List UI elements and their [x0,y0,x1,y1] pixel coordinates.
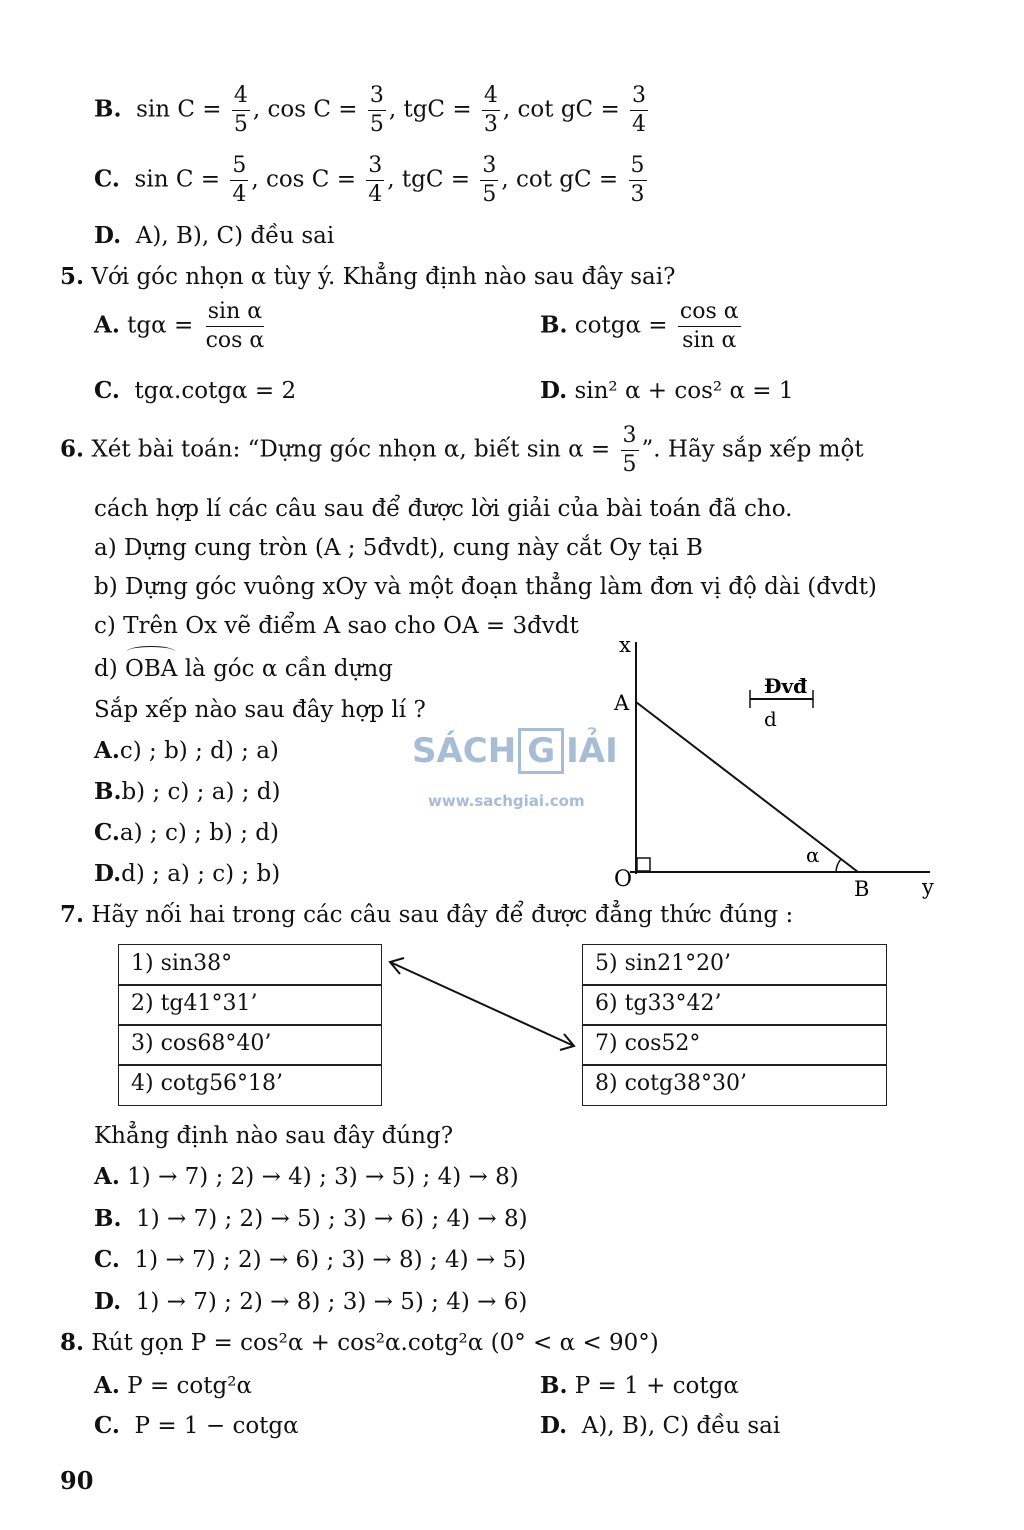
q6-step-d: d) OBA là góc α cần dựng [94,656,393,682]
fraction: $\frac{5}{4}$ [232,153,247,207]
fraction: $\frac{\text{cos α}}{\text{sin α}}$ [679,299,739,353]
question-text: Với góc nhọn α tùy ý. Khẳng định nào sau đây sai? [91,264,676,290]
q6-option-a [94,737,279,765]
option-label: A. [94,1372,120,1399]
label-y: y [922,875,934,899]
option-text: tgα = [127,312,194,339]
q6-step-b: b) Dựng góc vuông xOy và một đoạn thẳng làm đơn vị độ dài (đvdt) [94,574,877,600]
question-text: Hãy nối hai trong các câu sau đây để được đẳng thức đúng : [91,902,794,928]
option-label: A. [94,1163,120,1190]
q7-option-c [94,1246,526,1274]
q8-option-c [94,1412,299,1440]
fraction: $\frac{3}{5}$ [482,153,497,207]
option-text: c) ; b) ; d) ; a) [119,738,279,764]
option-label: D. [540,377,568,404]
label-unit-below: d [764,707,777,731]
q5-option-d [540,377,794,405]
option-text: sin C = [136,96,222,123]
q8-question [60,1329,659,1357]
question-number: 7. [60,901,85,928]
option-text: 1) → 7) ; 2) → 5) ; 3) → 6) ; 4) → 8) [136,1206,528,1232]
label-unit: Đvđ [764,674,808,698]
question-text: Xét bài toán: “Dựng góc nhọn α, biết sin α = [91,436,611,463]
q6-step-c: c) Trên Ox vẽ điểm A sao cho OA = 3đvdt [94,613,579,639]
option-text: P = cotg²α [127,1373,252,1399]
q6-option-b [94,778,281,806]
fraction: $\frac{4}{3}$ [483,83,498,137]
q4-option-d [94,222,334,250]
option-label: C. [94,819,120,846]
fraction: $\frac{\text{sin α}}{\text{cos α}}$ [205,299,265,353]
option-label: B. [540,311,568,339]
option-text: 1) → 7) ; 2) → 4) ; 3) → 5) ; 4) → 8) [127,1164,519,1190]
left-cell-2: 2) tg41°31’ [118,984,382,1026]
option-text: P = 1 + cotgα [574,1373,739,1399]
angle-name: OBA [125,656,178,682]
page-number: 90 [60,1466,94,1495]
option-label: C. [94,377,120,404]
option-label: B. [94,1205,122,1232]
fraction: $\frac{4}{5}$ [233,83,248,137]
option-text: 1) → 7) ; 2) → 8) ; 3) → 5) ; 4) → 6) [135,1289,528,1315]
option-label: D. [94,1288,122,1315]
option-text: cotgα = [574,312,668,339]
option-label: B. [94,778,122,805]
q4-option-b: B. sin C = $\frac{4}{5}$ , cos C = $\frac{3}{5}$ , tgC = $\frac{4}{3}$ , cot gC = $\frac{3}{4}$ [94,83,647,137]
fraction: $\frac{3}{4}$ [368,153,383,207]
q6-ask: Sắp xếp nào sau đây hợp lí ? [94,697,426,723]
option-label: A. [94,737,120,764]
q6-figure [600,630,960,905]
watermark-url: www.sachgiai.com [428,792,585,810]
right-cell-6: 6) tg33°42’ [582,984,887,1026]
option-text: b) ; c) ; a) ; d) [121,779,281,805]
option-text: tgα.cotgα = 2 [134,378,297,404]
q6-option-c [94,819,279,847]
q5-option-b [540,300,744,353]
question-number: 6. [60,435,85,463]
fraction: $\frac{3}{5}$ [622,423,637,477]
q7-question [60,901,793,929]
right-cell-8: 8) cotg38°30’ [582,1064,887,1106]
right-cell-5: 5) sin21°20’ [582,944,887,986]
fraction: $\frac{5}{3}$ [630,153,645,207]
label-b: B [854,877,870,901]
q7-option-d [94,1288,527,1316]
option-text: sin C = [134,166,221,193]
question-number: 8. [60,1329,85,1356]
label-a: A [614,691,630,715]
option-label: B. [94,95,122,123]
q6-question: 6. Xét bài toán: “Dựng góc nhọn α, biết sin α = $\frac{3}{5}$ ”. Hãy sắp xếp một [60,423,864,477]
right-angle-mark [637,858,650,871]
q5-option-c [94,377,296,405]
fraction: $\frac{3}{5}$ [369,83,384,137]
match-arrow [380,950,585,1060]
q8-option-b [540,1372,739,1400]
q6-question-line2: cách hợp lí các câu sau để được lời giải của bài toán đã cho. [94,496,793,522]
label-o: O [614,867,633,892]
option-label: C. [94,1246,120,1273]
option-text: 1) → 7) ; 2) → 6) ; 3) → 8) ; 4) → 5) [134,1247,527,1273]
option-text: a) ; c) ; b) ; d) [119,820,279,846]
option-text: P = 1 − cotgα [134,1413,299,1439]
segment-ab [636,702,858,872]
question-text: Rút gọn P = cos²α + cos²α.cotg²α (0° < α < 90°) [91,1330,659,1356]
q8-option-a [94,1372,252,1400]
q7-ask: Khẳng định nào sau đây đúng? [94,1123,454,1149]
q4-option-c: C. sin C = $\frac{5}{4}$ , cos C = $\frac{3}{4}$ , tgC = $\frac{3}{5}$ , cot gC = $\frac{5}{3}$ [94,153,645,207]
q7-option-b [94,1205,528,1233]
option-label: D. [94,222,122,249]
left-cell-1: 1) sin38° [118,944,382,986]
right-cell-7: 7) cos52° [582,1024,887,1066]
label-x: x [619,633,631,657]
q6-step-a: a) Dựng cung tròn (A ; 5đvdt), cung này cắt Oy tại B [94,535,703,561]
option-label: D. [540,1412,568,1439]
option-text: d) ; a) ; c) ; b) [121,861,281,887]
option-label: C. [94,1412,120,1439]
option-text: A), B), C) đều sai [135,223,335,249]
left-cell-4: 4) cotg56°18’ [118,1064,382,1106]
q7-option-a [94,1163,519,1191]
option-text: A), B), C) đều sai [581,1413,781,1439]
option-text: sin² α + cos² α = 1 [574,378,794,404]
option-label: A. [94,311,120,339]
label-alpha: α [806,843,820,867]
left-cell-3: 3) cos68°40’ [118,1024,382,1066]
watermark-logo: SÁCH G IẢI [412,728,618,774]
q5-option-a [94,300,269,353]
q6-option-d [94,860,280,888]
option-label: B. [540,1372,568,1399]
option-label: D. [94,860,122,887]
q5-question [60,263,675,291]
angle-arc [836,859,841,872]
question-number: 5. [60,263,85,290]
fraction: $\frac{3}{4}$ [632,83,647,137]
option-label: C. [94,165,120,193]
q8-option-d [540,1412,780,1440]
